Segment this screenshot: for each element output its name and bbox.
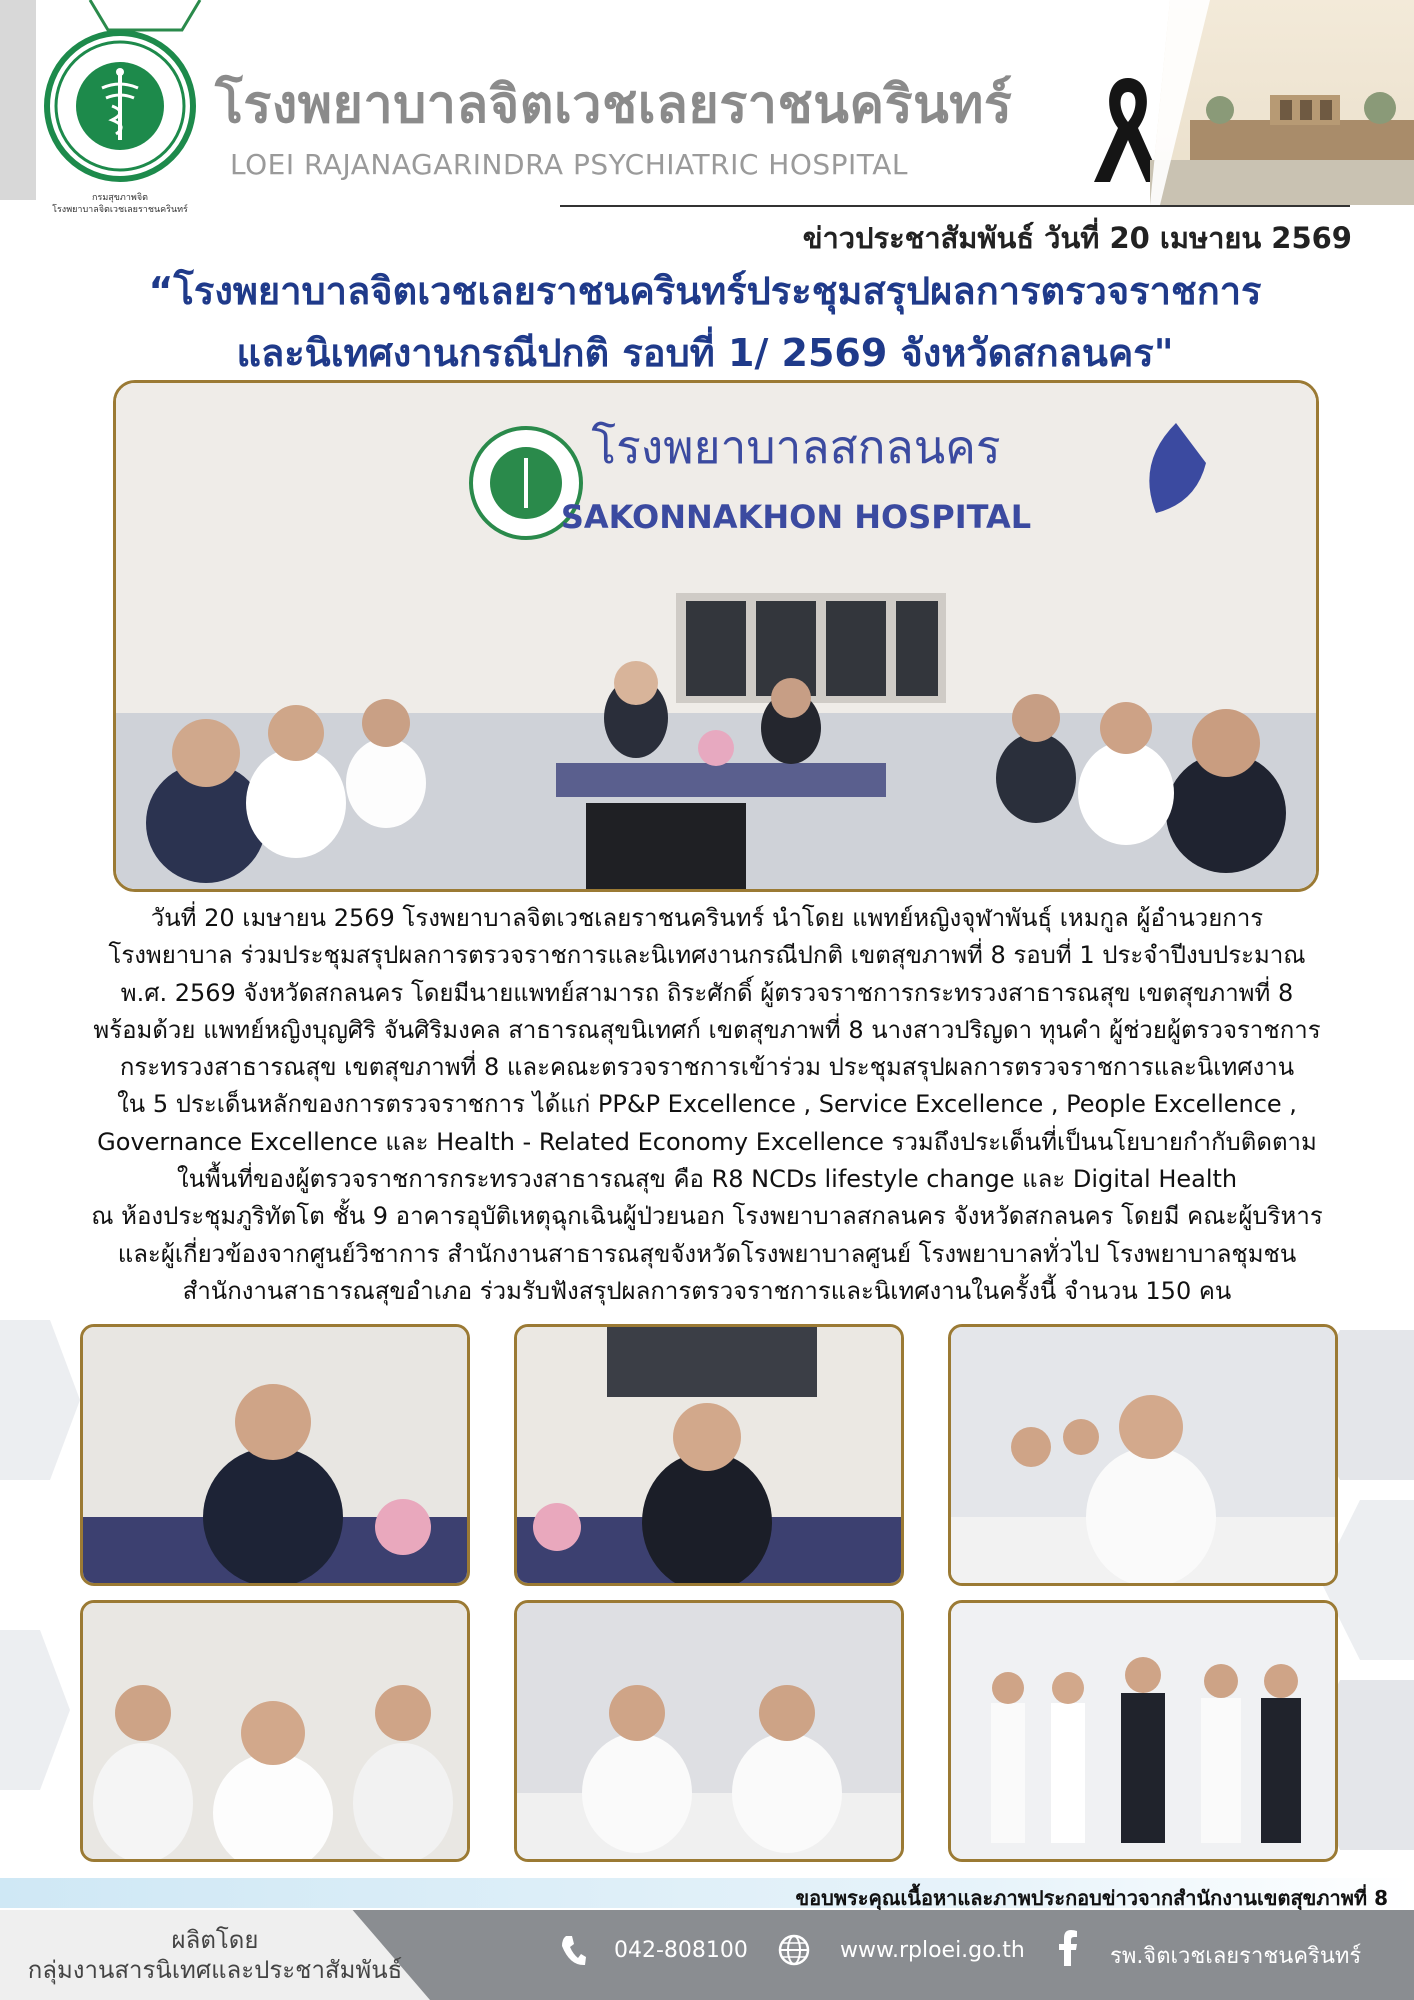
- hexagon-decoration-left: [0, 1300, 80, 1820]
- body-line-3: พ.ศ. 2569 จังหวัดสกลนคร โดยมีนายแพทย์สามารถ ถิระศักดิ์ ผู้ตรวจราชการกระทรวงสาธารณสุข เขตสุขภาพที่ 8: [120, 978, 1294, 1007]
- hospital-sign-english: SAKONNAKHON HOSPITAL: [560, 498, 1032, 536]
- caduceus-seal-icon: [50, 36, 190, 176]
- header-divider: [560, 205, 1350, 207]
- photo-inspector-general: [80, 1324, 470, 1586]
- facebook-page-link[interactable]: รพ.จิตเวชเลยราชนครินทร์: [1110, 1944, 1362, 1969]
- main-meeting-photo: [113, 380, 1319, 892]
- headline-line2: และนิเทศงานกรณีปกติ รอบที่ 1/ 2569 จังหวัดสกลนคร": [236, 331, 1174, 375]
- website-link[interactable]: www.rploei.go.th: [840, 1938, 1025, 1963]
- facebook-icon: [1058, 1930, 1078, 1966]
- body-line-7: Governance Excellence และ Health - Related Economy Excellence รวมถึงประเด็นที่เป็นนโยบายกำกับติดตาม: [97, 1127, 1317, 1156]
- body-line-2: โรงพยาบาล ร่วมประชุมสรุปผลการตรวจราชการและนิเทศงานกรณีปกติ เขตสุขภาพที่ 8 รอบที่ 1 ประจำปีงบประมาณ: [108, 941, 1306, 970]
- photo-meeting-attendees: [80, 1600, 470, 1862]
- corner-decoration-top-left: [0, 0, 36, 200]
- body-line-1: วันที่ 20 เมษายน 2569 โรงพยาบาลจิตเวชเลยราชนครินทร์ นำโดย แพทย์หญิงจุฬาพันธุ์ เหมกูล ผู้อำนวยการ: [150, 904, 1264, 932]
- headline: [60, 260, 1350, 384]
- headline-line1: “โรงพยาบาลจิตเวชเลยราชนครินทร์ประชุมสรุปผลการตรวจราชการ: [148, 269, 1262, 313]
- body-line-8: ในพื้นที่ของผู้ตรวจราชการกระทรวงสาธารณสุข คือ R8 NCDs lifestyle change และ Digital Health: [176, 1165, 1238, 1194]
- body-line-4: พร้อมด้วย แพทย์หญิงบุญศิริ จันศิริมงคล สาธารณสุขนิเทศก์ เขตสุขภาพที่ 8 นางสาวปริญดา ทุนคำ ผู้ช่วยผู้ตรวจราชการ: [93, 1015, 1321, 1044]
- globe-icon: [778, 1934, 810, 1966]
- phone-icon: [560, 1934, 586, 1968]
- produced-by-label: ผลิตโดย: [171, 1926, 259, 1954]
- logo-caption-line1: กรมสุขภาพจิต: [92, 193, 148, 203]
- photo-assistant-inspector: [948, 1324, 1338, 1586]
- logo-caption-line2: โรงพยาบาลจิตเวชเลยราชนครินทร์: [52, 205, 188, 215]
- ministry-of-public-health-logo: [44, 30, 196, 182]
- body-line-6: ใน 5 ประเด็นหลักของการตรวจราชการ ได้แก่ PP&P Excellence , Service Excellence , People Excellence ,: [117, 1090, 1297, 1119]
- hospital-building-photo: [1150, 0, 1414, 205]
- photo-hospital-executives: [514, 1600, 904, 1862]
- body-line-5: กระทรวงสาธารณสุข เขตสุขภาพที่ 8 และคณะตรวจราชการเข้าร่วม ประชุมสรุปผลการตรวจราชการและนิเทศงาน: [119, 1053, 1295, 1082]
- phone-number[interactable]: 042-808100: [614, 1938, 748, 1963]
- content-credit: ขอบพระคุณเนื้อหาและภาพประกอบข่าวจากสำนักงานเขตสุขภาพที่ 8: [795, 1886, 1388, 1910]
- hospital-name-english: LOEI RAJANAGARINDRA PSYCHIATRIC HOSPITAL: [230, 148, 908, 181]
- hospital-name-thai: โรงพยาบาลจิตเวชเลยราชนครินทร์: [215, 75, 1013, 135]
- article-body: [30, 900, 1384, 1310]
- body-line-11: สำนักงานสาธารณสุขอำเภอ ร่วมรับฟังสรุปผลการตรวจราชการและนิเทศงานในครั้งนี้ จำนวน 150 คน: [182, 1276, 1232, 1305]
- producer-department: กลุ่มงานสารนิเทศและประชาสัมพันธ์: [27, 1956, 403, 1984]
- photo-public-health-supervisor: [514, 1324, 904, 1586]
- hexagon-outline-decoration: [80, 0, 210, 34]
- press-release-date: ข่าวประชาสัมพันธ์ วันที่ 20 เมษายน 2569: [802, 221, 1352, 255]
- logo-caption: [30, 192, 210, 216]
- body-line-9: ณ ห้องประชุมภูริทัตโต ชั้น 9 อาคารอุบัติเหตุฉุกเฉินผู้ป่วยนอก โรงพยาบาลสกลนคร จังหวัดสกลนคร โดยมี คณะผู้บริหาร: [91, 1202, 1323, 1231]
- hospital-sign-thai: โรงพยาบาลสกลนคร: [591, 420, 1001, 474]
- body-line-10: และผู้เกี่ยวข้องจากศูนย์วิชาการ สำนักงานสาธารณสุขจังหวัดโรงพยาบาลศูนย์ โรงพยาบาลทั่วไป โรงพยาบาลชุมชน: [117, 1239, 1297, 1268]
- photo-site-visit: [948, 1600, 1338, 1862]
